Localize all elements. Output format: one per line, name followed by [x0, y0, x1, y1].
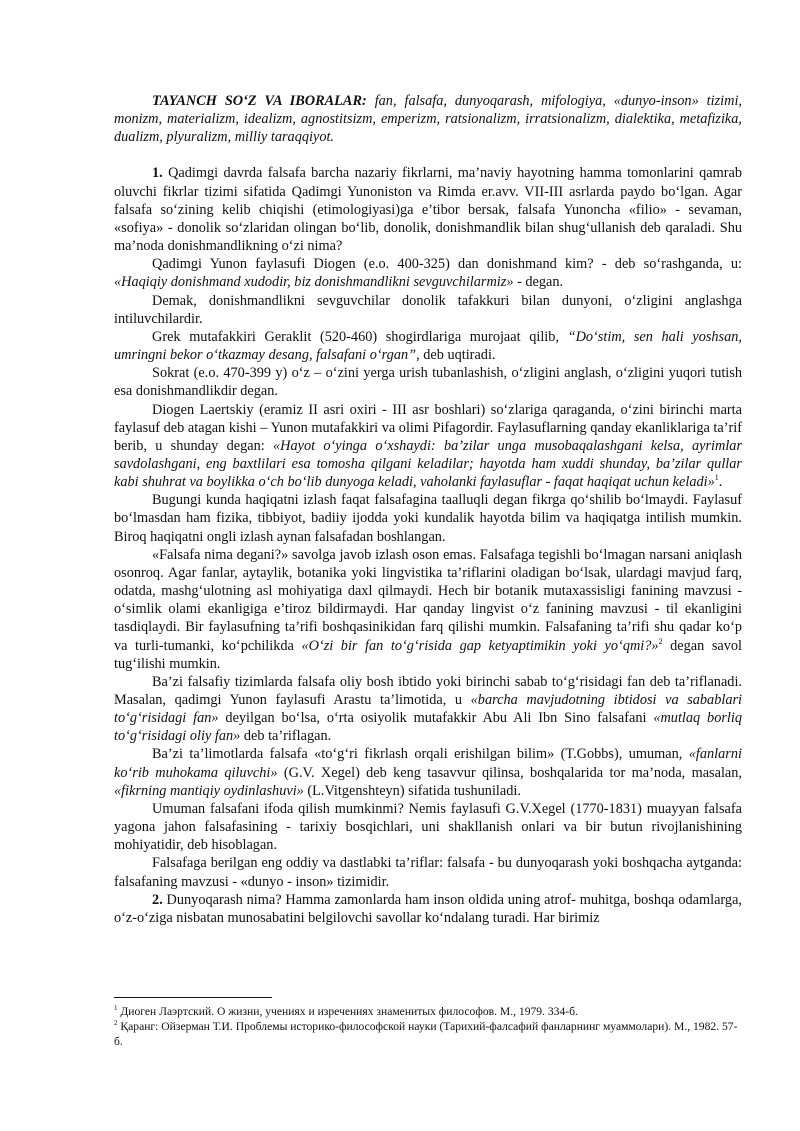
keywords-heading: TAYANCH SO‘Z VA IBORALAR:: [152, 93, 367, 109]
paragraph-4: Grek mutafakkiri Geraklit (520-460) shogirdlariga murojaat qilib, “Do‘stim, sen hali yoshsan, umringni bekor o‘tkazmay desang, falsafani o‘rgan”, deb uqtiradi.: [114, 328, 742, 364]
quote-diogen: «Haqiqiy donishmand xudodir, biz donishmandlikni sevguvchilarmiz»: [114, 274, 514, 291]
paragraph-11: Umuman falsafani ifoda qilish mumkinmi? Nemis faylasufi G.V.Xegel (1770-1831) muayyan falsafa yagona jahon falsafasining - tarixiy bosqichlari, uni shakllanish onlari va bir butun rivojlanishining mohiyatidir, deb hisoblagan.: [114, 800, 742, 854]
footnote-divider: [114, 997, 272, 998]
paragraph-8: «Falsafa nima degani?» savolga javob izlash oson emas. Falsafaga tegishli bo‘lmagan narsani aniqlash osonroq. Agar fanlar, aytaylik, botanika yoki lingvistika ta’riflarini oladigan bo‘lsak, ulardagi mavjud farq, odatda, mashg‘ulotning asl mohiyatiga daxl qilmaydi. Hech bir botanik mutaxassisligi fanining mavzusi - o‘simlik olami ekanligiga e’tiroz bildirmaydi. Har qanday lingvist o‘z fanining mavzusi - til ekanligini tasdiqlaydi. Bir faylasufning ta’rifi boshqasinikidan farq qilishi mumkin. Falsafaning ta’rifi shu qadar ko‘p va turli-tumanki, ko‘pchilikda «O‘zi bir fan to‘g‘risida gap ketyaptimikin yoki yo‘qmi?»$^2$ degan savol tug‘ilishi mumkin.: [114, 546, 743, 672]
quote-arastu: «barcha mavjudotning ibtidosi va sabablari to‘g‘risidagi fan»: [114, 692, 743, 727]
paragraph-1: 1. Qadimgi davrda falsafa barcha nazariy fikrlarni, ma’naviy hayotning hamma tomonlarini qamrab oluvchi fikrlar tizimi sifatida Qadimgi Yunoniston va Rimda er.avv. VII-III asrlarda paydo bo‘lgan. Agar falsafa so‘zining kelib chiqishi (etimologiyasi)ga e’tibor bersak, falsafa Yunoncha «filio» - sevaman, «sofiya» - donolik so‘zlaridan olingan bo‘lib, donolik, donishmandlik bilan shug‘ullanish deb qaraladi. Shu ma’noda donishmandlikning o‘zi nima?: [114, 165, 742, 255]
paragraph-7: Bugungi kunda haqiqatni izlash faqat falsafagina taalluqli degan fikrga qo‘shilib bo‘lmaydi. Faylasuf bo‘lmasdan ham fizika, tibbiyot, badiiy ijodda yoki kundalik hayotda bilim va haqiqatga intilish mumkin. Biroq haqiqatni ongli izlash aynan falsafadan boshlangan.: [114, 492, 742, 545]
paragraph-5: Sokrat (e.o. 470-399 y) o‘z – o‘zini yerga urish tubanlashish, o‘zligini anglash, o‘zligini yuqori tutish esa donishmandlikdir degan.: [114, 365, 742, 400]
paragraph-10: Ba’zi ta’limotlarda falsafa «to‘g‘ri fikrlash orqali erishilgan bilim» (T.Gobbs), umuman, «fanlarni ko‘rib muhokama qiluvchi» (G.V. Xegel) deb keng tasavvur qilinsa, boshqalarida tor ma’noda, masalan, «fikrning mantiqiy oydinlashuvi» (L.Vitgenshteyn) sifatida tushuniladi.: [114, 746, 742, 799]
paragraph-3: Demak, donishmandlikni sevguvchilar donolik tafakkuri bilan dunyoni, o‘zligini anglashga intiluvchilardir.: [114, 292, 742, 327]
footnote-ref-2[interactable]: 2: [658, 636, 663, 646]
quote-xegel: «fanlarni ko‘rib muhokama qiluvchi»: [114, 746, 742, 781]
footnote-ref-1[interactable]: 1: [714, 473, 719, 483]
footnote-2: $^2$ Қаранг: Ойзерман Т.И. Проблемы историко-философской науки (Тарихий-фалсафий фанларнинг муаммолари). М., 1982. 57-б.: [114, 1019, 738, 1049]
keywords-paragraph: [114, 92, 742, 146]
document-body: [114, 92, 742, 927]
quote-pifagor: «Hayot o‘yinga o‘xshaydi: ba’zilar unga musobaqalashgani kelsa, ayrimlar savdolashgani, eng baxtlilari esa tomosha qilgani keladilar; hayotda ham xuddi shunday, ba’zilar qullar kabi shuhrat va boylikka o‘ch bo‘lib dunyoga keladi, vaholanki faylasuflar - faqat haqiqat uchun keladi»: [114, 437, 743, 491]
footnotes: [114, 997, 742, 1049]
paragraph-6: Diogen Laertskiy (eramiz II asri oxiri - III asr boshlari) so‘zlariga qaraganda, o‘zini birinchi marta faylasuf deb atagan kishi – Yunon mutafakkiri va olimi Pifagordir. Faylasuflarning qanday ekanliklariga ta’rif berib, u shunday degan: «Hayot o‘yinga o‘xshaydi: ba’zilar unga musobaqalashgani kelsa, ayrimlar savdolashgani, eng baxtlilari esa tomosha qilgani keladilar; hayotda ham xuddi shunday, ba’zilar qullar kabi shuhrat va boylikka o‘ch bo‘lib dunyoga keladi, vaholanki faylasuflar - faqat haqiqat uchun keladi»$^1$.: [114, 401, 743, 491]
paragraph-2: Qadimgi Yunon faylasufi Diogen (e.o. 400-325) dan donishmand kim? - deb so‘rashganda, u: «Haqiqiy donishmand xudodir, biz donishmandlikni sevguvchilarmiz» - degan.: [114, 256, 742, 291]
section-number-2: 2.: [152, 891, 163, 908]
paragraph-13: 2. Dunyoqarash nima? Hamma zamonlarda ham inson oldida uning atrof- muhitga, boshqa odamlarga, o‘z-o‘ziga nisbatan munosabatini belgilovchi savollar ko‘ndalang turadi. Har birimiz: [114, 891, 742, 926]
footnote-1: $^1$ Диоген Лаэртский. О жизни, учениях и изречениях знаменитых философов. М., 1979. 334-б.: [114, 1004, 578, 1018]
quote-question: «O‘zi bir fan to‘g‘risida gap ketyaptimikin yoki yo‘qmi?»: [301, 637, 659, 654]
section-number-1: 1.: [152, 165, 163, 182]
paragraph-9: Ba’zi falsafiy tizimlarda falsafa oliy bosh ibtido yoki birinchi sabab to‘g‘risidagi fan deb ta’riflanadi. Masalan, qadimgi Yunon faylasufi Arastu ta’limotida, u «barcha mavjudotning ibtidosi va sabablari to‘g‘risidagi fan» deyilgan bo‘lsa, o‘rta osiyolik mutafakkir Abu Ali Ibn Sino falsafani «mutlaq borliq to‘g‘risidagi oliy fan» deb ta’riflagan.: [114, 673, 743, 745]
paragraph-12: Falsafaga berilgan eng oddiy va dastlabki ta’riflar: falsafa - bu dunyoqarash yoki boshqacha aytganda: falsafaning mavzusi - «dunyo - inson» tizimidir.: [114, 855, 742, 890]
quote-vitgenshteyn: «fikrning mantiqiy oydinlashuvi»: [114, 782, 304, 799]
keywords-list: fan, falsafa, dunyoqarash, mifologiya, «dunyo-inson» tizimi, monizm, materializm, idealizm, agnostitsizm, emperizm, ratsionalizm, irratsionalizm, dialektika, metafizika, dualizm, plyuralizm, milliy taraqqiyot.: [114, 93, 742, 146]
quote-geraklit: “Do‘stim, sen hali yoshsan, umringni bekor o‘tkazmay desang, falsafani o‘rgan”: [114, 328, 742, 364]
quote-ibn-sino: «mutlaq borliq to‘g‘risidagi oliy fan»: [114, 710, 743, 745]
